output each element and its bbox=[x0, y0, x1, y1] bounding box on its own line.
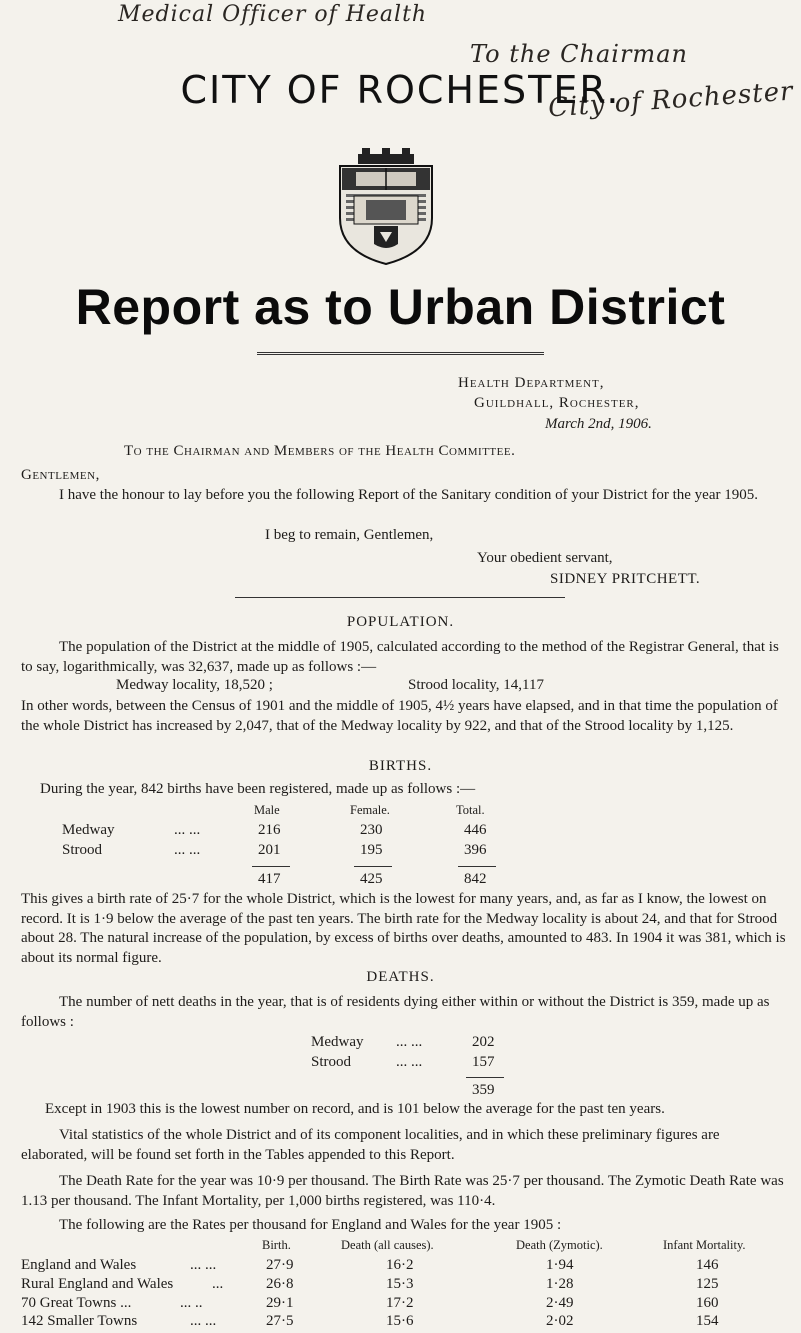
title-divider bbox=[257, 352, 544, 355]
closing-line-1: I beg to remain, Gentlemen, bbox=[265, 527, 434, 543]
rates-row-3-birth: 29·1 bbox=[266, 1295, 294, 1311]
rates-row-1-dots: ... ... bbox=[190, 1257, 217, 1273]
births-total-female: 425 bbox=[360, 871, 383, 887]
births-row-medway-female: 230 bbox=[360, 822, 383, 838]
city-title: CITY OF ROCHESTER. bbox=[180, 68, 621, 112]
births-row-strood-male: 201 bbox=[258, 842, 281, 858]
rates-row-4-death: 15·6 bbox=[386, 1313, 414, 1329]
rates-header-death-all: Death (all causes). bbox=[341, 1238, 434, 1252]
deaths-total: 359 bbox=[472, 1082, 495, 1098]
intro-paragraph: I have the honour to lay before you the following Report of the Sanitary condition of your District for the year 1905. bbox=[59, 487, 758, 503]
births-row-medway-total: 446 bbox=[464, 822, 487, 838]
births-total-male: 417 bbox=[258, 871, 281, 887]
address-guildhall: Guildhall, Rochester, bbox=[474, 395, 640, 411]
address-department: Health Department, bbox=[458, 375, 605, 391]
births-heading: BIRTHS. bbox=[368, 758, 433, 774]
births-total-all: 842 bbox=[464, 871, 487, 887]
rates-row-4-dots: ... ... bbox=[190, 1313, 217, 1329]
deaths-row-strood-value: 157 bbox=[472, 1054, 495, 1070]
salutation: Gentlemen, bbox=[21, 467, 100, 483]
rates-row-2-name: Rural England and Wales bbox=[21, 1276, 174, 1292]
rates-row-4-infant: 154 bbox=[696, 1313, 719, 1329]
signature-divider bbox=[235, 597, 565, 598]
rates-paragraph: The Death Rate for the year was 10·9 per thousand. The Birth Rate was 25·7 per thousand. The Zymotic Death Rate was 1.13 per thousand. The Infant Mortality, per 1,000 births registered, was 110·4. bbox=[21, 1173, 784, 1209]
deaths-row-strood-dots: ... ... bbox=[396, 1054, 423, 1070]
deaths-row-strood-name: Strood bbox=[311, 1054, 352, 1070]
births-row-medway-name: Medway bbox=[62, 822, 115, 838]
deaths-sum-line bbox=[466, 1077, 504, 1078]
rates-row-1-infant: 146 bbox=[696, 1257, 719, 1273]
deaths-row-medway-value: 202 bbox=[472, 1034, 495, 1050]
births-row-strood-dots: ... ... bbox=[174, 842, 201, 858]
vital-statistics-paragraph: Vital statistics of the whole District and of its component localities, and in which these preliminary figures are elaborated, will be found set forth in the Tables appended to this Report. bbox=[21, 1127, 720, 1163]
deaths-row-medway-name: Medway bbox=[311, 1034, 364, 1050]
births-sum-line-female bbox=[354, 866, 392, 867]
population-heading: POPULATION. bbox=[346, 614, 455, 630]
address-date: March 2nd, 1906. bbox=[545, 416, 652, 432]
handwritten-note-middle: To the Chairman bbox=[470, 40, 688, 68]
rates-header-infant-mortality: Infant Mortality. bbox=[663, 1238, 746, 1252]
rates-row-3-dots: ... .. bbox=[180, 1295, 203, 1311]
rates-row-4-zymotic: 2·02 bbox=[546, 1313, 574, 1329]
closing-line-2: Your obedient servant, bbox=[477, 550, 613, 566]
births-row-strood-female: 195 bbox=[360, 842, 383, 858]
rates-row-1-birth: 27·9 bbox=[266, 1257, 294, 1273]
rates-row-1-zymotic: 1·94 bbox=[546, 1257, 574, 1273]
report-title: Report as to Urban District bbox=[75, 279, 726, 335]
births-row-medway-dots: ... ... bbox=[174, 822, 201, 838]
births-header-male: Male bbox=[254, 803, 280, 817]
population-increase-paragraph: In other words, between the Census of 1901 and the middle of 1905, 4½ years have elapsed, and in that time the population of the whole District has increased by 2,047, that of the Medway locality by 922, and that of the Strood locality by 1,125. bbox=[21, 698, 778, 734]
births-sum-line-total bbox=[458, 866, 496, 867]
handwritten-note-right: City of Rochester bbox=[547, 76, 795, 124]
births-paragraph: This gives a birth rate of 25·7 for the whole District, which is the lowest for many years, and, as far as I know, the lowest on record. It is 1·9 below the average of the past ten years. The birth rate for the Medway locality is about 24, and that for Strood about 28. The natural increase of the population, by excess of births over deaths, amounted to 483. In 1904 it was 381, which is about its normal figure. bbox=[21, 891, 786, 966]
deaths-heading: DEATHS. bbox=[366, 969, 435, 985]
births-row-strood-name: Strood bbox=[62, 842, 103, 858]
deaths-row-medway-dots: ... ... bbox=[396, 1034, 423, 1050]
rates-intro: The following are the Rates per thousand for England and Wales for the year 1905 : bbox=[59, 1217, 562, 1233]
rates-row-1-death: 16·2 bbox=[386, 1257, 414, 1273]
rates-row-4-birth: 27·5 bbox=[266, 1313, 294, 1329]
rates-row-3-death: 17·2 bbox=[386, 1295, 414, 1311]
rates-row-3-zymotic: 2·49 bbox=[546, 1295, 574, 1311]
births-intro: During the year, 842 births have been registered, made up as follows :— bbox=[40, 781, 476, 797]
deaths-intro: The number of nett deaths in the year, that is of residents dying either within or without the District is 359, made up as follows : bbox=[21, 994, 770, 1030]
births-header-female: Female. bbox=[350, 803, 390, 817]
population-medway: Medway locality, 18,520 ; bbox=[116, 677, 273, 693]
rates-row-3-name: 70 Great Towns ... bbox=[21, 1295, 132, 1311]
rates-header-death-zymotic: Death (Zymotic). bbox=[516, 1238, 603, 1252]
births-header-total: Total. bbox=[456, 803, 485, 817]
population-paragraph: The population of the District at the middle of 1905, calculated according to the method of the Registrar General, that is to say, logarithmically, was 32,637, made up as follows :— bbox=[21, 639, 779, 675]
rates-header-birth: Birth. bbox=[262, 1238, 291, 1252]
rates-row-3-infant: 160 bbox=[696, 1295, 719, 1311]
rates-row-2-zymotic: 1·28 bbox=[546, 1276, 574, 1292]
addressee-line: To the Chairman and Members of the Health Committee. bbox=[124, 443, 516, 459]
rates-row-2-death: 15·3 bbox=[386, 1276, 414, 1292]
births-sum-line-male bbox=[252, 866, 290, 867]
rates-row-2-infant: 125 bbox=[696, 1276, 719, 1292]
rates-row-4-name: 142 Smaller Towns bbox=[21, 1313, 138, 1329]
deaths-record-paragraph: Except in 1903 this is the lowest number on record, and is 101 below the average for the past ten years. bbox=[45, 1101, 665, 1117]
births-row-strood-total: 396 bbox=[464, 842, 487, 858]
rates-row-2-birth: 26·8 bbox=[266, 1276, 294, 1292]
handwritten-note-top: Medical Officer of Health bbox=[118, 2, 428, 27]
city-crest-icon bbox=[336, 148, 436, 265]
population-strood: Strood locality, 14,117 bbox=[408, 677, 544, 693]
signature: SIDNEY PRITCHETT. bbox=[550, 571, 701, 587]
rates-row-1-name: England and Wales bbox=[21, 1257, 137, 1273]
rates-row-2-dots: ... bbox=[212, 1276, 224, 1292]
births-row-medway-male: 216 bbox=[258, 822, 281, 838]
